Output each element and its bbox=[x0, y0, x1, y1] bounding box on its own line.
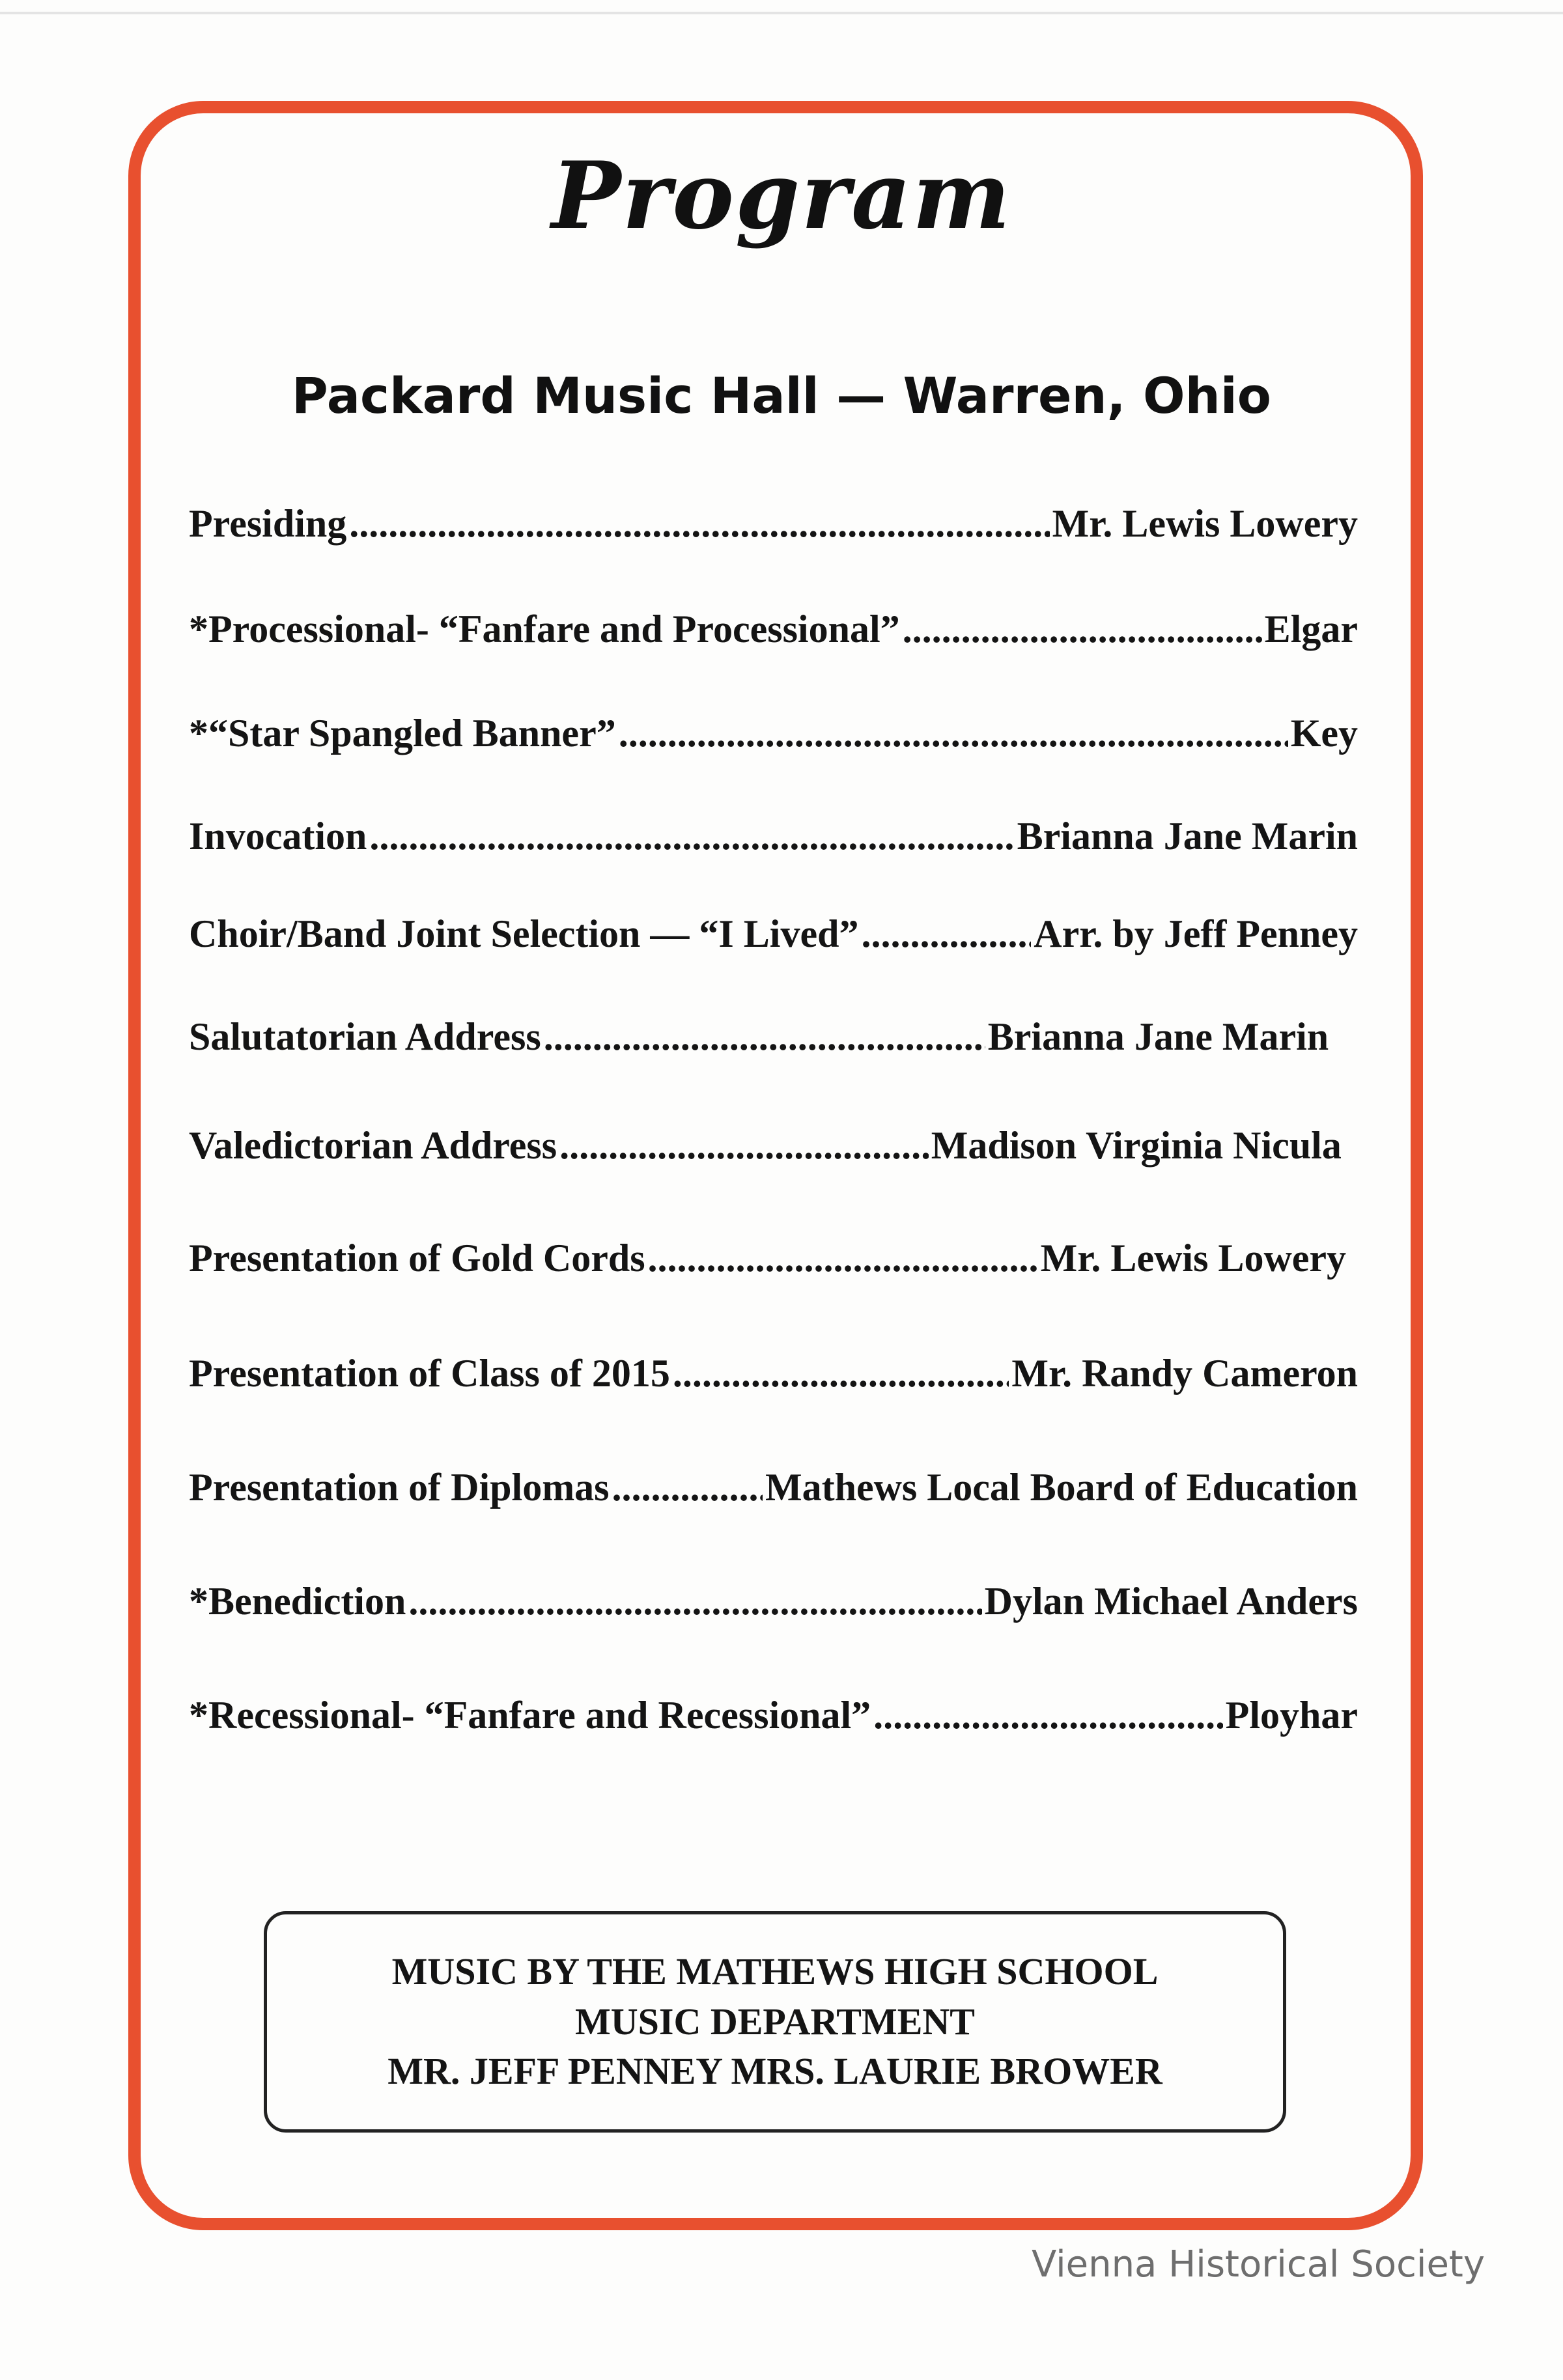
dot-leader bbox=[612, 1465, 763, 1510]
music-credits-box bbox=[264, 1911, 1286, 2133]
program-performer: Mathews Local Board of Education bbox=[765, 1466, 1358, 1509]
program-performer: Mr. Lewis Lowery bbox=[1052, 502, 1358, 545]
program-performer: Key bbox=[1290, 712, 1358, 755]
dot-leader bbox=[648, 1236, 1038, 1281]
program-item: Presentation of Diplomas bbox=[189, 1466, 610, 1509]
program-item: Presentation of Gold Cords bbox=[189, 1237, 645, 1280]
dot-leader bbox=[544, 1015, 985, 1059]
program-row bbox=[189, 1465, 1358, 1510]
program-item: *Processional- “Fanfare and Processional” bbox=[189, 608, 900, 651]
program-row bbox=[189, 1579, 1358, 1624]
program-row bbox=[189, 1123, 1342, 1168]
program-performer: Mr. Randy Cameron bbox=[1011, 1352, 1358, 1395]
program-row bbox=[189, 1693, 1358, 1738]
program-row bbox=[189, 501, 1358, 546]
program-row bbox=[189, 711, 1358, 756]
page-edge bbox=[0, 12, 1563, 14]
program-item: *Benediction bbox=[189, 1580, 406, 1623]
program-row bbox=[189, 1015, 1329, 1059]
venue-heading: Packard Music Hall — Warren, Ohio bbox=[292, 367, 1271, 425]
program-item: Salutatorian Address bbox=[189, 1015, 541, 1058]
program-row bbox=[189, 1236, 1346, 1281]
program-item: Valedictorian Address bbox=[189, 1124, 557, 1167]
program-performer: Brianna Jane Marin bbox=[987, 1015, 1329, 1058]
program-row bbox=[189, 607, 1358, 652]
program-item: Choir/Band Joint Selection — “I Lived” bbox=[189, 912, 859, 955]
dot-leader bbox=[673, 1351, 1009, 1396]
program-performer: Arr. by Jeff Penney bbox=[1034, 912, 1358, 955]
dot-leader bbox=[903, 607, 1262, 652]
program-row bbox=[189, 912, 1358, 957]
program-performer: Elgar bbox=[1264, 608, 1358, 651]
music-credits-line: MR. JEFF PENNEY MRS. LAURIE BROWER bbox=[387, 2050, 1162, 2093]
music-credits-line: MUSIC DEPARTMENT bbox=[575, 2000, 975, 2043]
music-credits-line: MUSIC BY THE MATHEWS HIGH SCHOOL bbox=[391, 1950, 1159, 1993]
watermark: Vienna Historical Society bbox=[1031, 2243, 1485, 2286]
program-performer: Mr. Lewis Lowery bbox=[1040, 1237, 1347, 1280]
program-performer: Brianna Jane Marin bbox=[1017, 815, 1358, 858]
program-item: Presentation of Class of 2015 bbox=[189, 1352, 670, 1395]
dot-leader bbox=[873, 1693, 1223, 1738]
dot-leader bbox=[619, 711, 1288, 756]
program-performer: Dylan Michael Anders bbox=[984, 1580, 1358, 1623]
program-item: Invocation bbox=[189, 815, 367, 858]
dot-leader bbox=[861, 912, 1031, 957]
program-item: *“Star Spangled Banner” bbox=[189, 712, 616, 755]
program-row bbox=[189, 814, 1358, 859]
program-item: Presiding bbox=[189, 502, 347, 545]
dot-leader bbox=[408, 1579, 981, 1624]
page-title: Program bbox=[551, 142, 1012, 250]
dot-leader bbox=[559, 1123, 929, 1168]
program-item: *Recessional- “Fanfare and Recessional” bbox=[189, 1694, 871, 1737]
program-row bbox=[189, 1351, 1358, 1396]
program-performer: Madison Virginia Nicula bbox=[931, 1124, 1342, 1167]
program-performer: Ployhar bbox=[1225, 1694, 1358, 1737]
dot-leader bbox=[369, 814, 1014, 859]
dot-leader bbox=[349, 501, 1049, 546]
